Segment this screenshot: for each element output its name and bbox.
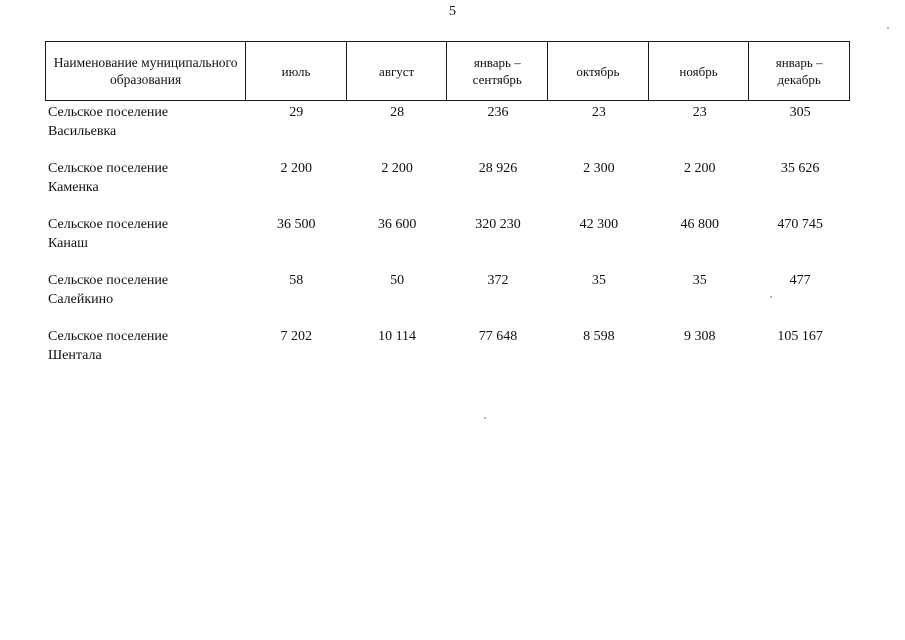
cell-november: 9 308	[683, 329, 716, 344]
cell-october: 35	[591, 273, 606, 288]
cell-july: 2 200	[280, 161, 312, 176]
row-name-line1: Сельское поселение	[48, 105, 169, 120]
table-row	[45, 214, 850, 270]
cell-july: 29	[289, 105, 304, 120]
row-name-line2: Салейкино	[48, 292, 114, 307]
cell-october: 2 300	[583, 161, 615, 176]
cell-jan-sep: 77 648	[478, 329, 518, 344]
cell-october: 23	[591, 105, 606, 120]
row-name	[45, 270, 246, 326]
page-number: 5	[449, 4, 456, 19]
header-august: август	[347, 42, 448, 100]
cell-jan-dec: 105 167	[777, 329, 823, 344]
table-row	[45, 270, 850, 326]
cell-october: 8 598	[583, 329, 615, 344]
cell-july: 36 500	[276, 217, 316, 232]
cell-august: 10 114	[378, 329, 417, 344]
row-name	[45, 326, 246, 382]
row-name-line1: Сельское поселение	[48, 273, 169, 288]
cell-november: 2 200	[683, 161, 716, 176]
cell-jan-dec: 470 745	[777, 217, 823, 232]
row-name-line1: Сельское поселение	[48, 217, 169, 232]
cell-august: 28	[390, 105, 405, 120]
table-row	[45, 158, 850, 214]
cell-jan-dec: 305	[789, 105, 811, 120]
cell-july: 58	[289, 273, 304, 288]
table-row	[45, 102, 850, 158]
header-november: ноябрь	[649, 42, 750, 100]
cell-july: 7 202	[280, 329, 312, 344]
header-july: июль	[246, 42, 347, 100]
row-name	[45, 214, 246, 270]
header-jan-dec: январь – декабрь	[775, 55, 823, 87]
cell-august: 2 200	[381, 161, 413, 176]
table-body	[45, 102, 850, 382]
cell-jan-sep: 320 230	[475, 217, 521, 232]
row-name-line2: Шентала	[48, 348, 102, 363]
cell-november: 35	[692, 273, 707, 288]
row-name-line1: Сельское поселение	[48, 161, 169, 176]
scan-speck	[770, 296, 772, 298]
cell-november: 23	[692, 105, 707, 120]
table-row	[45, 326, 850, 382]
cell-jan-sep: 28 926	[478, 161, 518, 176]
row-name-line2: Канаш	[48, 236, 88, 251]
cell-jan-sep: 236	[487, 105, 509, 120]
scan-speck	[484, 417, 486, 419]
header-jan-sep: январь – сентябрь	[447, 42, 548, 100]
row-name	[45, 158, 246, 214]
cell-august: 50	[390, 273, 405, 288]
header-municipality: Наименование муниципального образования	[46, 42, 246, 100]
row-name	[45, 102, 246, 158]
scan-speck	[887, 27, 889, 29]
cell-jan-dec: 477	[789, 273, 811, 288]
row-name-line2: Васильевка	[48, 124, 117, 139]
header-october: октябрь	[548, 42, 649, 100]
table-header	[45, 41, 850, 101]
cell-jan-dec: 35 626	[780, 161, 820, 176]
cell-jan-sep: 372	[487, 273, 509, 288]
row-name-line2: Каменка	[48, 180, 99, 195]
cell-october: 42 300	[579, 217, 619, 232]
cell-november: 46 800	[680, 217, 719, 232]
cell-august: 36 600	[377, 217, 417, 232]
row-name-line1: Сельское поселение	[48, 329, 169, 344]
